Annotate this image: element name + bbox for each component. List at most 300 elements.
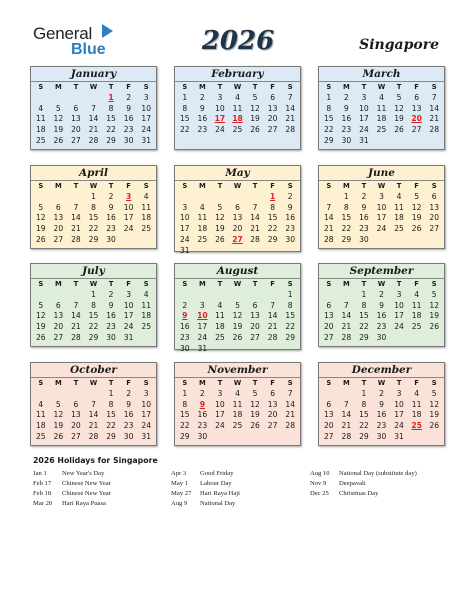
month-title: February — [175, 67, 300, 82]
day-cell: 5 — [235, 300, 240, 310]
day-cell: 28 — [88, 135, 99, 145]
weekday-header: T — [73, 83, 79, 91]
empty-day — [67, 192, 85, 203]
day-cell: 11 — [411, 399, 422, 409]
day-cell: 1 — [343, 191, 349, 201]
day-cell: 16 — [376, 311, 387, 321]
day-cell: 26 — [35, 332, 46, 342]
day-cell: 17 — [123, 311, 134, 321]
weekday-header: S — [326, 83, 332, 91]
day-cell: 4 — [143, 289, 149, 299]
weekday-header: T — [361, 182, 367, 190]
day-cell: 29 — [359, 332, 369, 342]
day-cell: 29 — [323, 135, 334, 145]
holiday-name: Deepavali — [339, 480, 366, 487]
day-cell: 21 — [323, 224, 334, 234]
weekday-header: T — [217, 379, 223, 387]
day-cell: 14 — [341, 410, 352, 420]
day-cell: 14 — [267, 311, 278, 321]
weekday-header: S — [182, 379, 188, 387]
empty-day — [67, 93, 85, 104]
day-cell: 20 — [71, 421, 81, 431]
day-cell: 11 — [394, 202, 404, 212]
day-cell: 8 — [182, 399, 188, 409]
day-cell: 21 — [341, 322, 352, 332]
day-cell: 20 — [323, 322, 334, 332]
holiday-day: 27 — [232, 234, 243, 244]
holiday-name: National Day — [200, 500, 236, 507]
day-cell: 20 — [53, 224, 64, 234]
day-cell: 8 — [182, 103, 188, 113]
holiday-row — [33, 479, 111, 489]
day-cell: 30 — [359, 234, 369, 244]
holiday-row — [310, 489, 417, 499]
day-grid — [31, 82, 156, 147]
day-cell: 11 — [376, 103, 387, 113]
day-cell: 11 — [197, 213, 208, 223]
weekday-header: W — [233, 83, 242, 91]
logo-triangle-icon — [102, 24, 113, 38]
holiday-name: Good Friday — [200, 470, 234, 477]
day-cell: 20 — [323, 421, 334, 431]
empty-day — [32, 93, 50, 104]
day-cell: 28 — [250, 234, 260, 244]
day-cell: 20 — [53, 322, 64, 332]
day-cell: 7 — [91, 103, 96, 113]
day-cell: 12 — [35, 311, 46, 321]
day-cell: 24 — [179, 234, 190, 244]
empty-day — [320, 192, 338, 203]
weekday-header: M — [54, 280, 62, 288]
empty-day — [320, 389, 338, 400]
weekday-header: M — [54, 182, 62, 190]
holiday-name: Chinese New Year — [62, 490, 111, 497]
day-cell: 15 — [88, 213, 99, 223]
weekday-header: F — [126, 83, 131, 91]
holiday-row — [171, 499, 240, 509]
day-cell: 14 — [88, 410, 99, 420]
day-cell: 6 — [55, 202, 61, 212]
holiday-day: 20 — [411, 114, 422, 124]
weekday-header: S — [143, 379, 149, 387]
day-cell: 13 — [323, 410, 334, 420]
day-cell: 3 — [143, 388, 149, 398]
month-may — [174, 165, 301, 255]
day-cell: 15 — [179, 114, 190, 124]
day-cell: 8 — [361, 300, 367, 310]
holiday-name: New Year's Day — [62, 470, 105, 477]
weekday-header: T — [217, 182, 223, 190]
empty-day — [338, 389, 356, 400]
day-cell: 3 — [126, 289, 132, 299]
day-cell: 4 — [217, 300, 223, 310]
weekday-header: F — [270, 280, 275, 288]
day-cell: 2 — [379, 388, 384, 398]
holiday-name: Hari Raya Puasa — [62, 500, 106, 507]
day-cell: 6 — [326, 300, 332, 310]
day-cell: 12 — [35, 213, 46, 223]
day-cell: 10 — [394, 300, 404, 310]
empty-day — [264, 290, 282, 301]
day-cell: 30 — [376, 332, 387, 342]
day-cell: 21 — [71, 322, 81, 332]
day-cell: 16 — [285, 213, 296, 223]
day-cell: 29 — [267, 234, 278, 244]
day-cell: 10 — [179, 213, 190, 223]
holiday-day: 3 — [125, 191, 132, 201]
day-cell: 29 — [106, 135, 116, 145]
day-cell: 9 — [343, 103, 349, 113]
holiday-date: Mar 20 — [33, 500, 53, 507]
weekday-header: T — [217, 83, 223, 91]
holiday-row — [33, 489, 111, 499]
weekday-header: S — [143, 182, 149, 190]
day-cell: 8 — [108, 399, 114, 409]
weekday-header: T — [108, 83, 114, 91]
day-cell: 29 — [106, 431, 116, 441]
day-cell: 7 — [252, 202, 258, 212]
holiday-day: 1 — [269, 191, 276, 201]
day-cell: 25 — [394, 224, 404, 234]
day-cell: 25 — [35, 135, 46, 145]
day-cell: 23 — [123, 125, 134, 135]
day-cell: 8 — [287, 300, 293, 310]
empty-day — [194, 192, 212, 203]
empty-day — [50, 290, 68, 301]
month-title: November — [175, 363, 300, 378]
day-cell: 6 — [73, 103, 79, 113]
weekday-header: F — [126, 379, 131, 387]
day-cell: 19 — [232, 322, 243, 332]
weekday-header: S — [182, 182, 188, 190]
day-cell: 25 — [376, 125, 387, 135]
weekday-header: W — [89, 83, 98, 91]
day-cell: 4 — [235, 92, 240, 102]
month-title: December — [319, 363, 444, 378]
day-cell: 22 — [179, 125, 190, 135]
day-cell: 15 — [323, 114, 334, 124]
empty-day — [246, 290, 264, 301]
day-cell: 4 — [235, 388, 240, 398]
day-cell: 2 — [126, 388, 132, 398]
day-cell: 15 — [267, 213, 278, 223]
day-cell: 2 — [108, 289, 114, 299]
weekday-header: S — [326, 182, 332, 190]
day-cell: 15 — [106, 114, 116, 124]
weekday-header: S — [38, 182, 44, 190]
country-name: Singapore — [359, 37, 439, 53]
month-june — [318, 165, 445, 249]
day-cell: 3 — [396, 289, 402, 299]
day-cell: 16 — [376, 410, 387, 420]
weekday-header: T — [217, 280, 223, 288]
day-cell: 26 — [215, 234, 225, 244]
day-cell: 12 — [53, 410, 64, 420]
day-cell: 22 — [106, 125, 116, 135]
weekday-header: T — [108, 280, 114, 288]
weekday-header: T — [73, 280, 79, 288]
day-cell: 31 — [123, 332, 134, 342]
day-cell: 28 — [267, 332, 278, 342]
day-cell: 12 — [411, 202, 422, 212]
day-cell: 26 — [429, 322, 440, 332]
day-cell: 17 — [359, 114, 369, 124]
day-cell: 11 — [215, 311, 225, 321]
day-cell: 22 — [267, 224, 278, 234]
day-cell: 5 — [431, 388, 437, 398]
weekday-header: T — [361, 280, 367, 288]
day-cell: 18 — [35, 125, 46, 135]
day-cell: 11 — [141, 300, 152, 310]
day-cell: 15 — [106, 410, 116, 420]
day-cell: 25 — [35, 431, 46, 441]
empty-day — [229, 290, 247, 301]
day-cell: 6 — [73, 399, 79, 409]
weekday-header: S — [38, 280, 44, 288]
day-cell: 9 — [361, 202, 367, 212]
day-cell: 23 — [376, 421, 387, 431]
day-cell: 13 — [53, 311, 64, 321]
day-cell: 15 — [359, 410, 369, 420]
holiday-date: Aug 9 — [171, 500, 188, 507]
day-cell: 1 — [287, 289, 293, 299]
day-cell: 24 — [215, 421, 225, 431]
day-cell: 17 — [179, 224, 190, 234]
empty-day — [246, 192, 264, 203]
empty-day — [85, 389, 103, 400]
empty-day — [85, 93, 103, 104]
day-cell: 26 — [250, 125, 260, 135]
weekday-header: T — [361, 379, 367, 387]
weekday-header: S — [287, 83, 293, 91]
day-cell: 27 — [250, 332, 260, 342]
day-cell: 3 — [396, 388, 402, 398]
day-cell: 23 — [179, 332, 190, 342]
day-cell: 3 — [199, 300, 205, 310]
day-cell: 10 — [215, 399, 225, 409]
day-cell: 12 — [250, 103, 260, 113]
holiday-row — [310, 479, 417, 489]
day-grid — [319, 378, 444, 443]
holiday-date: Feb 17 — [33, 480, 52, 487]
day-cell: 22 — [285, 322, 296, 332]
day-cell: 10 — [359, 103, 369, 113]
day-cell: 20 — [250, 322, 260, 332]
day-cell: 29 — [359, 431, 369, 441]
day-cell: 28 — [341, 332, 352, 342]
month-march — [318, 66, 445, 150]
day-cell: 8 — [361, 399, 367, 409]
day-cell: 7 — [270, 300, 276, 310]
day-cell: 24 — [359, 125, 369, 135]
day-cell: 3 — [182, 202, 188, 212]
holiday-column — [33, 469, 111, 509]
day-cell: 2 — [379, 289, 384, 299]
day-cell: 6 — [235, 202, 240, 212]
holiday-row — [33, 469, 111, 479]
day-cell: 12 — [429, 399, 440, 409]
day-cell: 18 — [376, 114, 387, 124]
day-cell: 21 — [285, 114, 296, 124]
day-cell: 7 — [287, 92, 293, 102]
weekday-header: W — [89, 280, 98, 288]
day-cell: 11 — [35, 114, 46, 124]
day-cell: 29 — [341, 234, 352, 244]
day-cell: 12 — [250, 399, 260, 409]
day-cell: 20 — [267, 114, 278, 124]
day-cell: 30 — [376, 431, 387, 441]
day-grid — [175, 82, 300, 136]
weekday-header: T — [252, 182, 258, 190]
weekday-header: W — [233, 182, 242, 190]
day-cell: 11 — [232, 103, 243, 113]
holiday-column — [310, 469, 417, 499]
day-cell: 31 — [141, 135, 152, 145]
day-cell: 29 — [88, 332, 99, 342]
day-cell: 13 — [250, 311, 260, 321]
day-cell: 26 — [232, 332, 243, 342]
day-cell: 15 — [285, 311, 296, 321]
weekday-header: S — [431, 83, 437, 91]
day-cell: 15 — [359, 311, 369, 321]
day-cell: 14 — [285, 103, 296, 113]
logo-text-general: General — [33, 24, 93, 43]
day-cell: 19 — [250, 114, 260, 124]
day-cell: 14 — [71, 311, 81, 321]
day-cell: 17 — [394, 410, 404, 420]
weekday-header: M — [198, 182, 206, 190]
day-cell: 6 — [270, 92, 276, 102]
day-cell: 3 — [143, 92, 149, 102]
day-cell: 4 — [143, 191, 149, 201]
day-cell: 2 — [199, 388, 205, 398]
day-cell: 8 — [270, 202, 276, 212]
logo-text-blue: Blue — [71, 41, 106, 58]
day-cell: 18 — [232, 410, 243, 420]
day-cell: 24 — [197, 332, 208, 342]
day-cell: 30 — [123, 135, 134, 145]
weekday-header: M — [54, 379, 62, 387]
day-cell: 18 — [411, 311, 422, 321]
day-cell: 24 — [394, 421, 404, 431]
day-cell: 25 — [215, 332, 225, 342]
day-cell: 22 — [359, 322, 369, 332]
weekday-header: S — [182, 280, 188, 288]
day-cell: 20 — [71, 125, 81, 135]
weekday-header: T — [396, 280, 402, 288]
day-cell: 16 — [123, 114, 134, 124]
weekday-header: M — [198, 83, 206, 91]
weekday-header: F — [270, 379, 275, 387]
day-cell: 22 — [359, 421, 369, 431]
day-cell: 7 — [343, 399, 349, 409]
day-cell: 9 — [287, 202, 293, 212]
day-cell: 25 — [197, 234, 208, 244]
day-cell: 1 — [182, 92, 188, 102]
day-cell: 28 — [71, 332, 81, 342]
day-grid — [175, 279, 300, 355]
day-cell: 18 — [394, 213, 404, 223]
day-cell: 5 — [55, 399, 61, 409]
day-cell: 6 — [431, 191, 437, 201]
day-cell: 31 — [359, 135, 369, 145]
day-cell: 30 — [285, 234, 296, 244]
holiday-row — [310, 469, 417, 479]
day-cell: 22 — [341, 224, 352, 234]
day-cell: 27 — [323, 332, 334, 342]
day-cell: 15 — [179, 410, 190, 420]
weekday-header: S — [326, 379, 332, 387]
day-cell: 10 — [376, 202, 387, 212]
day-cell: 13 — [71, 114, 81, 124]
day-cell: 5 — [252, 388, 258, 398]
day-cell: 24 — [376, 224, 387, 234]
month-title: April — [31, 166, 156, 181]
weekday-header: T — [108, 379, 114, 387]
day-cell: 14 — [250, 213, 260, 223]
day-cell: 16 — [197, 410, 208, 420]
day-cell: 4 — [414, 388, 420, 398]
day-cell: 4 — [396, 191, 402, 201]
day-cell: 19 — [429, 311, 440, 321]
day-cell: 10 — [123, 300, 134, 310]
empty-day — [338, 290, 356, 301]
day-cell: 26 — [53, 431, 64, 441]
day-cell: 19 — [215, 224, 225, 234]
weekday-header: F — [270, 182, 275, 190]
day-cell: 5 — [396, 92, 402, 102]
day-grid — [319, 181, 444, 246]
weekday-header: T — [396, 182, 402, 190]
day-cell: 7 — [73, 202, 79, 212]
month-april — [30, 165, 157, 249]
empty-day — [32, 290, 50, 301]
month-title: March — [319, 67, 444, 82]
day-cell: 27 — [267, 421, 278, 431]
day-cell: 5 — [431, 289, 437, 299]
weekday-header: S — [143, 280, 149, 288]
weekday-header: F — [414, 182, 419, 190]
day-cell: 3 — [217, 92, 223, 102]
month-july — [30, 263, 157, 347]
day-cell: 30 — [179, 343, 190, 353]
day-cell: 16 — [123, 410, 134, 420]
day-cell: 16 — [106, 213, 116, 223]
day-cell: 4 — [38, 103, 44, 113]
day-cell: 24 — [394, 322, 404, 332]
holiday-date: Apr 3 — [171, 470, 187, 477]
day-cell: 7 — [431, 92, 437, 102]
day-cell: 18 — [141, 311, 152, 321]
month-title: June — [319, 166, 444, 181]
weekday-header: W — [89, 182, 98, 190]
day-cell: 6 — [270, 388, 276, 398]
day-cell: 19 — [394, 114, 404, 124]
weekday-header: S — [287, 379, 293, 387]
day-cell: 2 — [361, 191, 367, 201]
day-cell: 13 — [53, 213, 64, 223]
day-cell: 28 — [285, 421, 296, 431]
month-january — [30, 66, 157, 150]
day-cell: 9 — [199, 103, 205, 113]
holiday-date: May 27 — [171, 490, 192, 497]
day-cell: 6 — [55, 300, 61, 310]
day-cell: 2 — [343, 92, 349, 102]
day-cell: 26 — [250, 421, 260, 431]
day-cell: 21 — [71, 224, 81, 234]
day-cell: 7 — [326, 202, 332, 212]
day-cell: 27 — [53, 332, 64, 342]
